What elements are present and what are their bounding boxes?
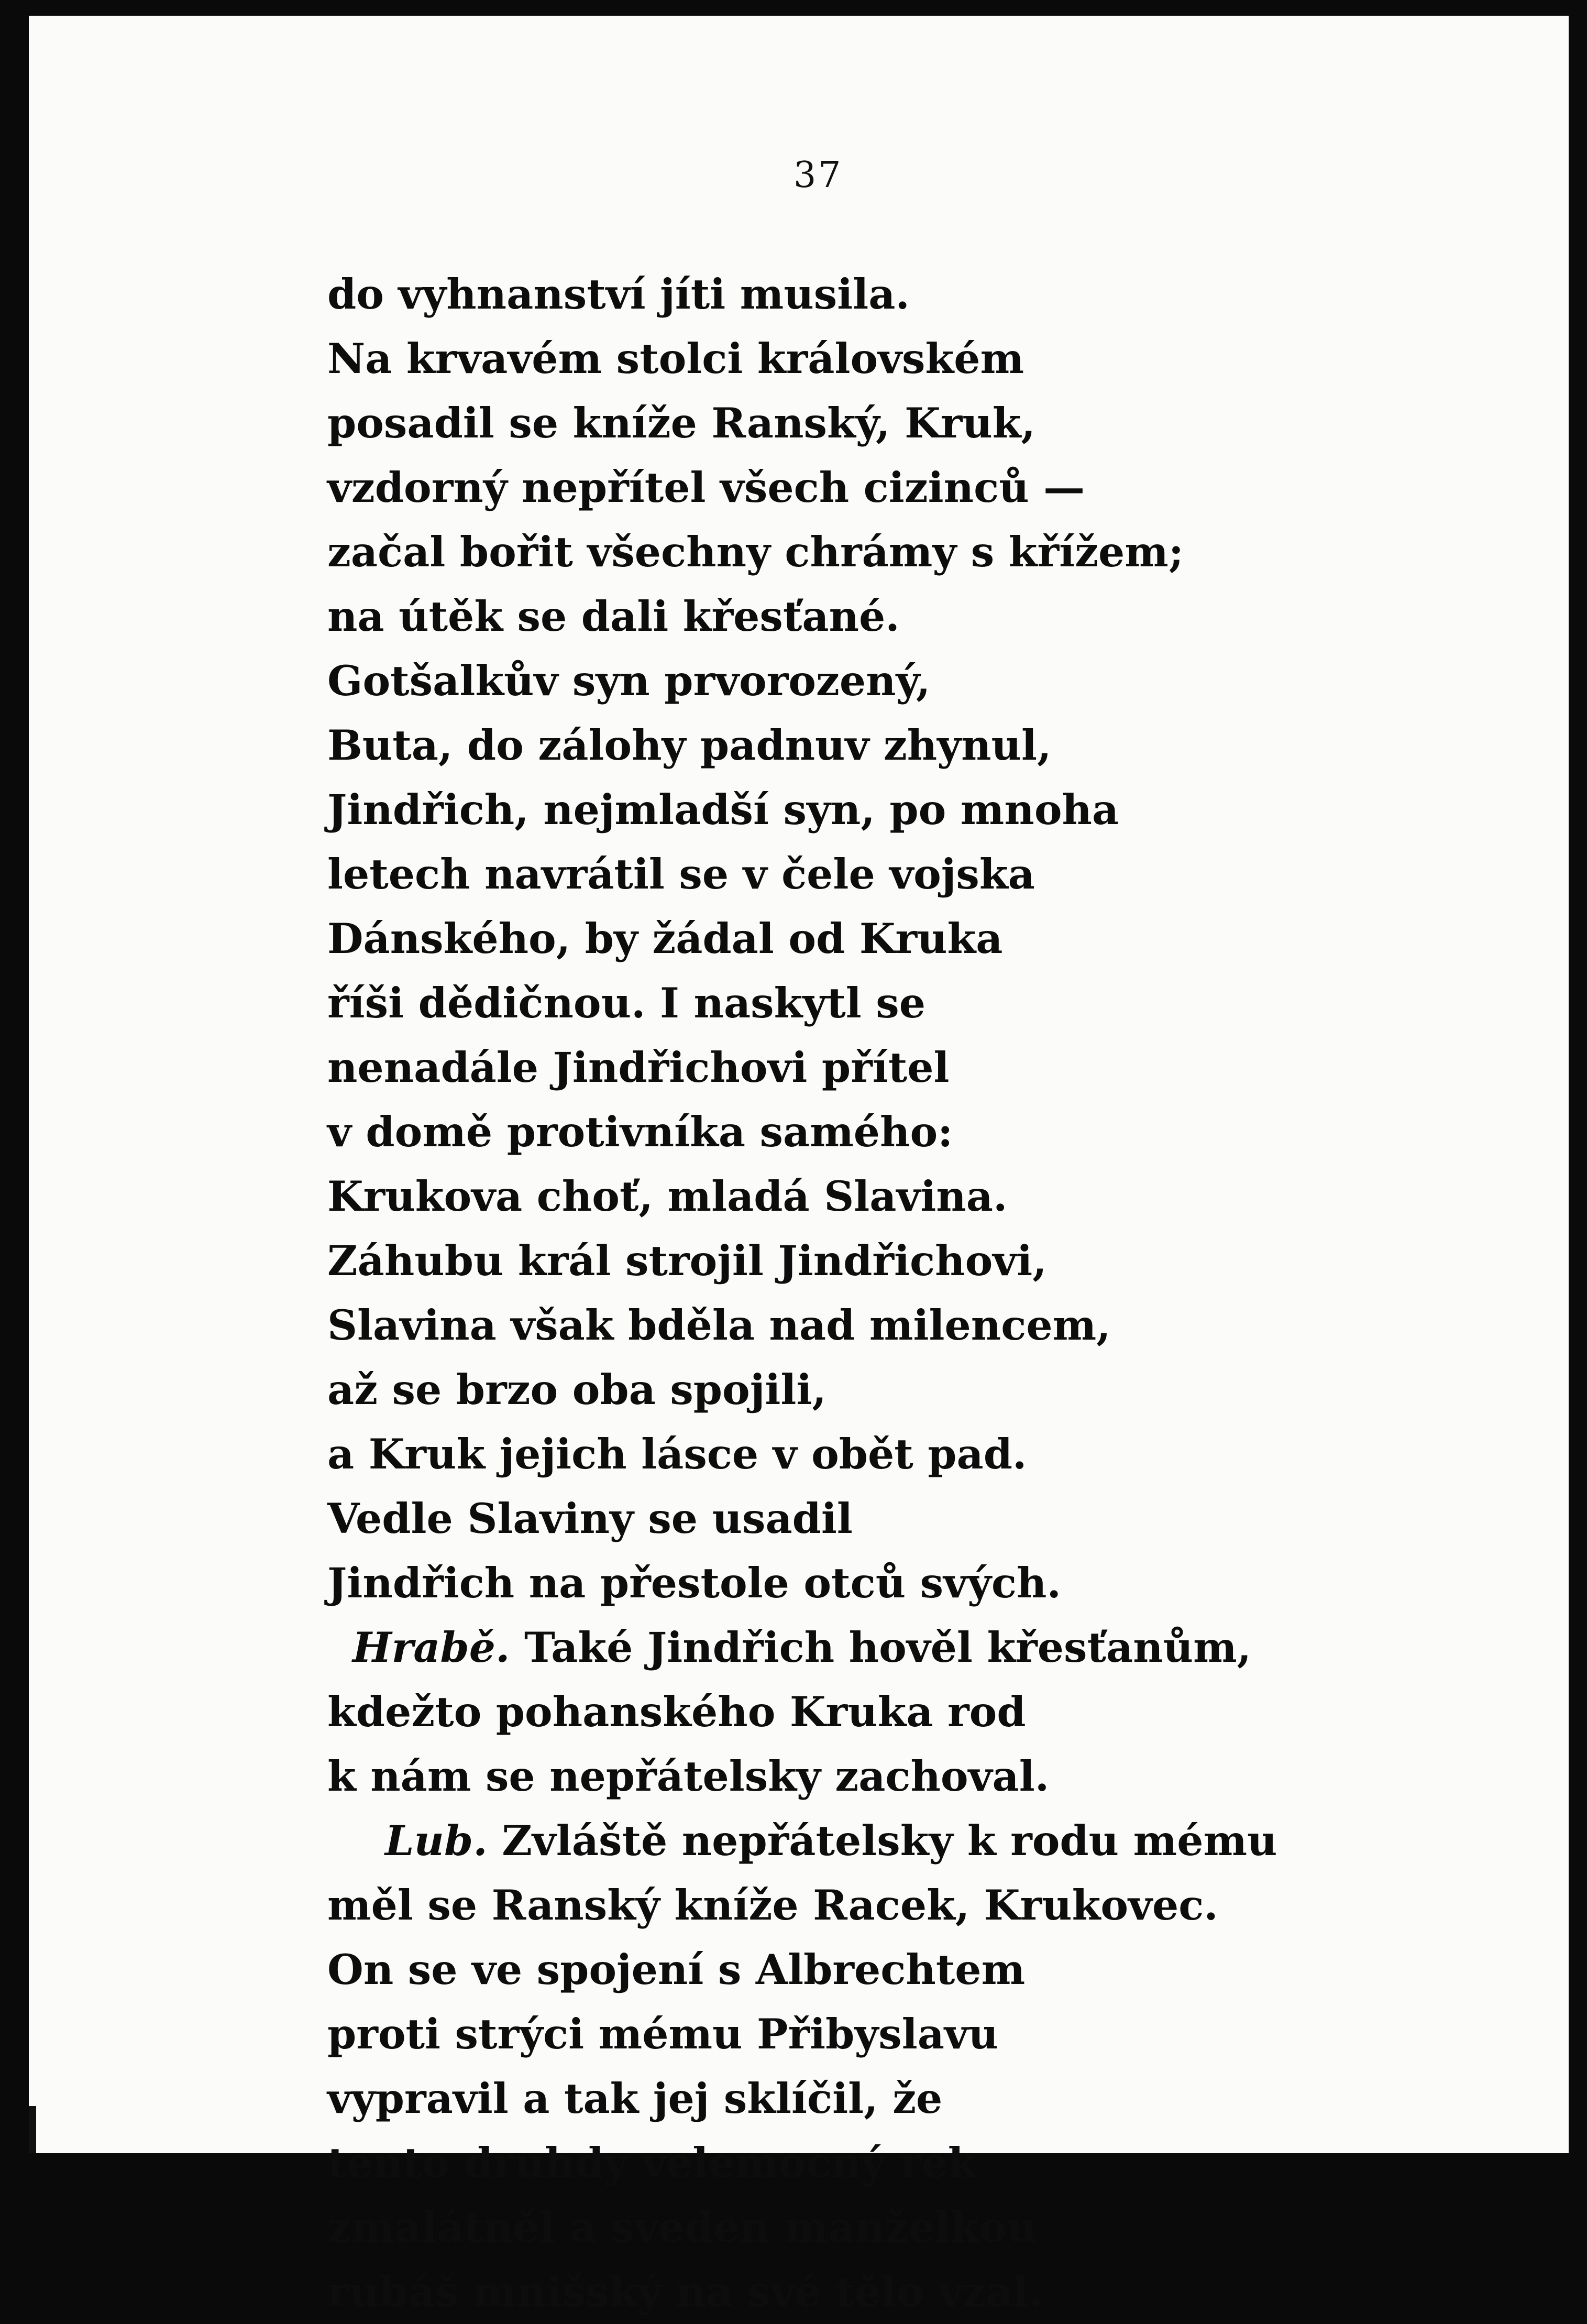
text-line [327,326,1480,391]
text-line [327,713,1480,777]
line-text: Vedle Slaviny se usadil [327,1494,853,1543]
page-number: 37 [794,155,843,196]
text-line [327,2131,1480,2195]
text-line [327,1551,1480,1615]
text-line [327,842,1480,906]
text-line [327,1357,1480,1422]
text-line [327,2066,1480,2131]
line-text: Buta, do zálohy padnuv zhynul, [327,721,1052,770]
text-line [327,2195,1480,2260]
text-line [327,1422,1480,1486]
line-text: On se ve spojení s Albrechtem [327,1945,1026,1994]
line-text: na útěk se dali křesťané. [327,592,900,641]
text-line [327,1486,1480,1551]
text-line [327,971,1480,1035]
line-text: a Kruk jejich lásce v obět pad. [327,1430,1027,1478]
line-text: Jindřich, nejmladší syn, po mnoha [327,785,1119,834]
text-line [327,584,1480,649]
text-line [327,520,1480,584]
line-text: Krukova choť, mladá Slavina. [327,1172,1008,1221]
text-line [327,1615,1480,1680]
text-line [327,1937,1480,2002]
page-edge-mark [29,2106,36,2153]
line-text: Také Jindřich hověl křesťanům, [510,1623,1252,1672]
text-line [327,1229,1480,1293]
line-text: vypravil a tak jej sklíčil, že [327,2074,943,2123]
text-block [327,262,1480,2324]
text-line [327,906,1480,971]
text-line [327,649,1480,713]
text-line [327,1808,1480,1873]
speaker-name: Lub. [385,1816,488,1865]
line-text: tento druhdy velemocný rek [327,2139,977,2187]
line-text: Gotšalkův syn prvorozený, [327,656,931,705]
line-text: do vyhnanství jíti musila. [327,270,910,319]
line-text: zmalátněl a sveden manželkou [327,2203,1037,2252]
speaker-name: Hrabě. [352,1623,510,1672]
line-text: letech navrátil se v čele vojska [327,850,1035,898]
text-line [327,1873,1480,1937]
line-text: Záhubu král strojil Jindřichovi, [327,1236,1047,1285]
text-line [327,1035,1480,1100]
text-line [327,455,1480,520]
line-text: v domě protivníka samého: [327,1108,953,1156]
line-text: měl se Ranský kníže Racek, Krukovec. [327,1881,1218,1930]
line-text: Na krvavém stolci královském [327,334,1024,383]
line-text: říši dědičnou. I naskytl se [327,979,925,1027]
text-line [327,2260,1480,2324]
line-text: nenadále Jindřichovi přítel [327,1043,950,1092]
line-text: Slavina však bděla nad milencem, [327,1301,1111,1350]
line-text: Zvláště nepřátelsky k rodu mému [487,1816,1277,1865]
line-text: rubáš mnišský na své tělo vzal. [327,2267,1043,2316]
text-line [327,777,1480,842]
book-page [29,16,1569,2316]
line-text: Dánského, by žádal od Kruka [327,914,1003,963]
text-line [327,1100,1480,1164]
line-text: vzdorný nepřítel všech cizinců — [327,463,1085,512]
text-line [327,262,1480,326]
text-line [327,1164,1480,1229]
line-text: proti strýci mému Přibyslavu [327,2010,999,2058]
text-line [327,1744,1480,1808]
line-text: kdežto pohanského Kruka rod [327,1687,1026,1736]
line-text: začal bořit všechny chrámy s křížem; [327,528,1184,576]
line-text: k nám se nepřátelsky zachoval. [327,1752,1050,1801]
text-line [327,2002,1480,2066]
text-line [327,1293,1480,1357]
text-line [327,391,1480,455]
text-line [327,1680,1480,1744]
line-text: Jindřich na přestole otců svých. [327,1559,1061,1607]
line-text: posadil se kníže Ranský, Kruk, [327,399,1036,447]
line-text: až se brzo oba spojili, [327,1365,826,1414]
